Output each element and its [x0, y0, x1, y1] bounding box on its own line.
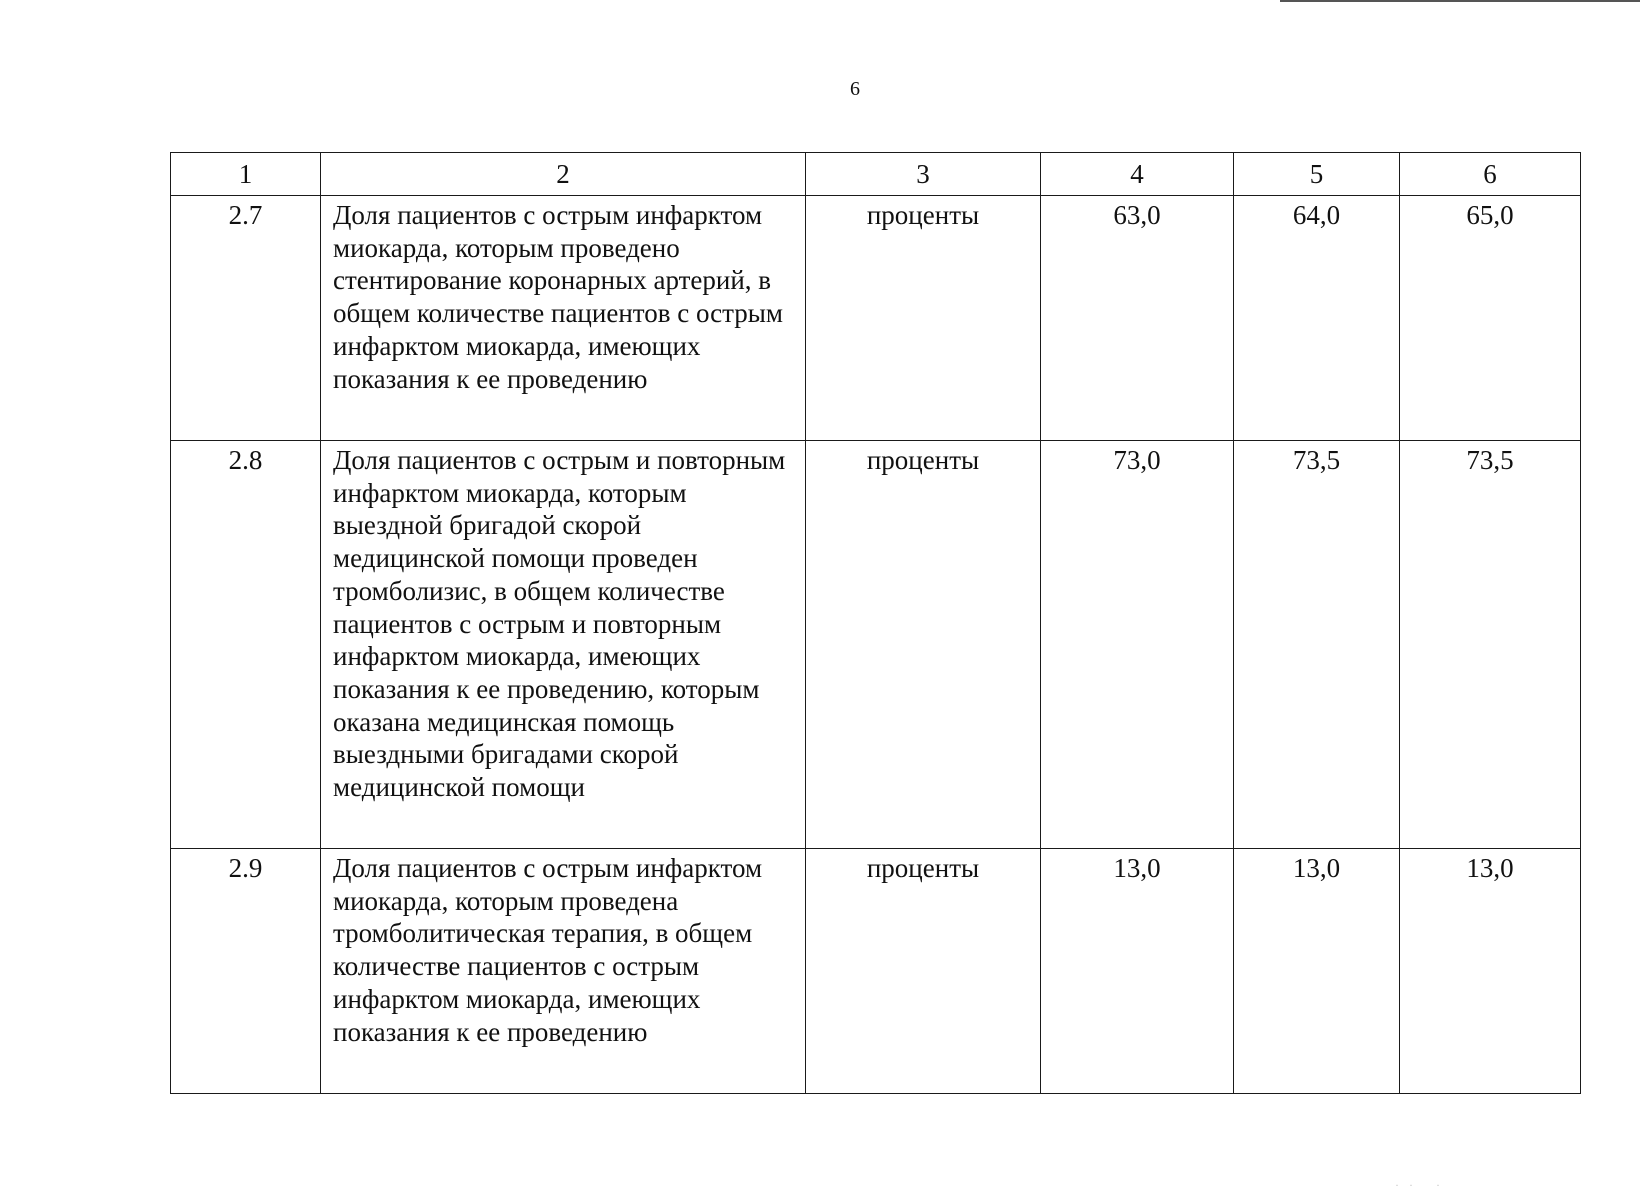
scan-artifact: ·· ·: [1395, 1178, 1450, 1192]
table-row: [171, 196, 1581, 441]
header-cell-2: 2: [321, 153, 806, 196]
indicator-description: Доля пациентов с острым инфарктом миокарда, которым проведено стентирование коронарных артерий, в общем количестве пациентов с острым инфарктом миокарда, имеющих показания к ее проведению: [321, 196, 806, 441]
row-number: 2.9: [171, 849, 321, 1094]
table-header-row: [171, 153, 1581, 196]
row-number: 2.7: [171, 196, 321, 441]
value-col-6: 73,5: [1400, 441, 1581, 849]
indicators-table: [170, 152, 1581, 1094]
row-number: 2.8: [171, 441, 321, 849]
table-row: [171, 441, 1581, 849]
value-col-4: 63,0: [1041, 196, 1234, 441]
unit-cell: проценты: [806, 196, 1041, 441]
header-cell-6: 6: [1400, 153, 1581, 196]
indicator-description: Доля пациентов с острым и повторным инфарктом миокарда, которым выездной бригадой скорой медицинской помощи проведен тромболизис, в общем количестве пациентов с острым и повторным инфарктом миокарда, имеющих показания к ее проведению, которым оказана медицинская помощь выездными бригадами скорой медицинской помощи: [321, 441, 806, 849]
value-col-4: 13,0: [1041, 849, 1234, 1094]
indicator-description: Доля пациентов с острым инфарктом миокарда, которым проведена тромболитическая терапия, в общем количестве пациентов с острым инфарктом миокарда, имеющих показания к ее проведению: [321, 849, 806, 1094]
value-col-5: 73,5: [1234, 441, 1400, 849]
value-col-5: 64,0: [1234, 196, 1400, 441]
unit-cell: проценты: [806, 441, 1041, 849]
table-row: [171, 849, 1581, 1094]
value-col-5: 13,0: [1234, 849, 1400, 1094]
value-col-4: 73,0: [1041, 441, 1234, 849]
value-col-6: 65,0: [1400, 196, 1581, 441]
header-cell-1: 1: [171, 153, 321, 196]
scan-top-rule: [1280, 0, 1640, 2]
header-cell-5: 5: [1234, 153, 1400, 196]
unit-cell: проценты: [806, 849, 1041, 1094]
value-col-6: 13,0: [1400, 849, 1581, 1094]
page-number: 6: [850, 78, 860, 100]
header-cell-3: 3: [806, 153, 1041, 196]
header-cell-4: 4: [1041, 153, 1234, 196]
